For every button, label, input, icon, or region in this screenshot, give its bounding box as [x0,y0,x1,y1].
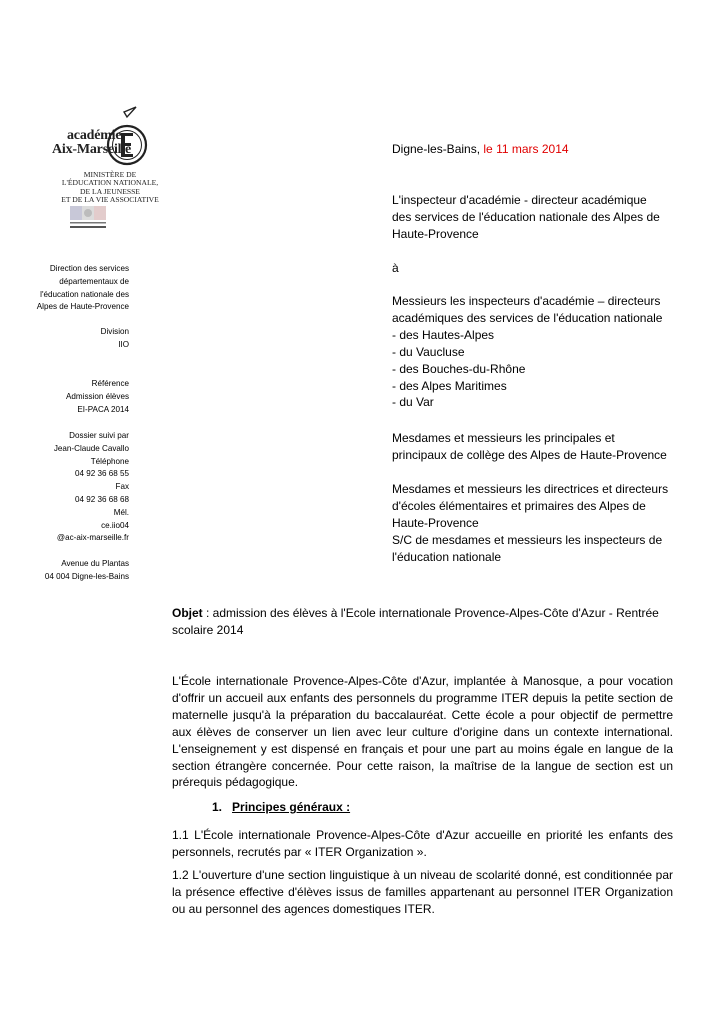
sidebar-address: Avenue du Plantas 04 004 Digne-les-Bains [44,559,129,581]
sidebar-division: Division IIO [100,327,129,349]
logo-academie-text: académie [67,128,122,143]
sender-block: L'inspecteur d'académie - directeur académique des services de l'éducation nationale des Alpes de Haute-Provence [392,193,660,241]
section-1-heading: 1. Principes généraux : [212,800,351,814]
sidebar-reference: Référence Admission élèves EI-PACA 2014 [66,379,129,414]
sidebar-direction: Direction des services départementaux de l'éducation nationale des Alpes de Haute-Provence [36,264,129,312]
recipients-directors: Mesdames et messieurs les directrices et directeurs d'écoles élémentaires et primaires des Alpes de Haute-Provence S/C de mesdames et messieurs les inspecteurs de l'éducation nationale [392,482,669,564]
letter-object: Objet : admission des élèves à l'Ecole internationale Provence-Alpes-Côte d'Azur - Rentrée scolaire 2014 [172,606,659,637]
paragraph-1-1: 1.1 L'École internationale Provence-Alpes-Côte d'Azur accueille en priorité les enfants des personnels, recrutés par « ITER Organization ». [172,828,673,859]
academie-logo [34,103,159,235]
republique-francaise-logo-icon [68,205,108,231]
letter-date: le 11 mars 2014 [483,142,569,156]
letter-date-line [392,141,569,158]
recipients-inspectors: Messieurs les inspecteurs d'académie – directeurs académiques des services de l'éducation nationale - des Hautes-Alpes - du Vaucluse - des Bouches-du-Rhône - des Alpes Maritimes - du Var [392,294,663,410]
logo-aix-marseille-text: Aix-Marseille [52,142,132,157]
paragraph-1-2: 1.2 L'ouverture d'une section linguistique à un niveau de scolarité donné, est conditionnée par la présence effective d'élèves issus de familles appartenant au personnel ITER Organization ou au personnel des agences domestiques ITER. [172,868,673,916]
recipients-principals: Mesdames et messieurs les principales et principaux de collège des Alpes de Haute-Provence [392,431,667,462]
letter-place: Digne-les-Bains, [392,142,481,156]
intro-paragraph: L'École internationale Provence-Alpes-Côte d'Azur, implantée à Manosque, a pour vocation d'offrir un accueil aux enfants des personnels du programme ITER depuis la petite section de maternelle jusqu'à la préparation du baccalauréat. Cette école a pour objectif de permettre aux élèves de conserver un lien avec leur culture d'origine dans un contexte international. L'enseignement y est dispensé en français et pour une part au moins égale en langue de la section étrangère concernée. Pour cette raison, la maîtrise de la langue de section est un prérequis pédagogique. [172,674,673,790]
object-label: Objet [172,606,203,620]
sidebar-contact: Dossier suivi par Jean-Claude Cavallo Téléphone 04 92 36 68 55 Fax 04 92 36 68 68 Mél. ce.iio04 @ac-aix-marseille.fr [10,430,129,545]
ministry-name: MINISTÈRE DE L'ÉDUCATION NATIONALE, DE LA JEUNESSE ET DE LA VIE ASSOCIATIVE [61,170,159,204]
contact-email[interactable]: @ac-aix-marseille.fr [56,533,129,543]
to-word: à [392,261,399,275]
